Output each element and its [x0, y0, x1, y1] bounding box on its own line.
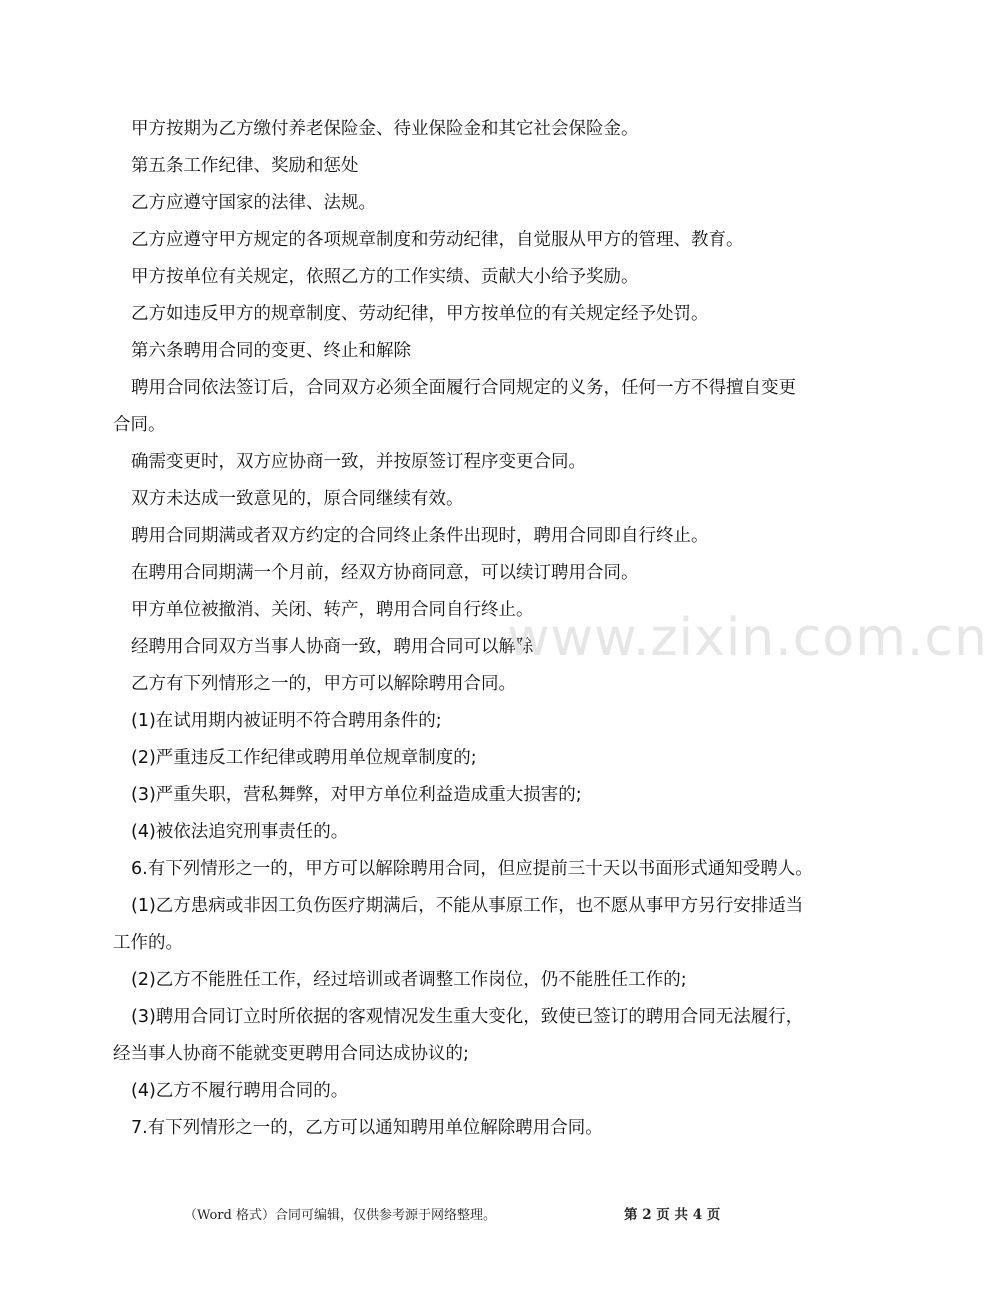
paragraph: 甲方按单位有关规定，依照乙方的工作实绩、贡献大小给予奖励。: [131, 267, 639, 287]
list-item: (3)聘用合同订立时所依据的客观情况发生重大变化，致使已签订的聘用合同无法履行，经当事人协商不能就变更聘用合同达成协议的;: [113, 1007, 804, 1064]
paragraph: 双方未达成一致意见的，原合同继续有效。: [131, 489, 464, 509]
footer-note: （Word 格式）合同可编辑，仅供参考源于网络整理。: [184, 1208, 496, 1223]
paragraph: 聘用合同依法签订后，合同双方必须全面履行合同规定的义务，任何一方不得擅自变更合同。: [113, 378, 796, 435]
watermark: www.zixin.com.cn: [507, 608, 988, 668]
paragraph: 乙方有下列情形之一的，甲方可以解除聘用合同。: [131, 674, 516, 694]
list-item: (1)在试用期内被证明不符合聘用条件的;: [131, 711, 442, 731]
paragraph: 乙方应遵守国家的法律、法规。: [131, 193, 376, 213]
paragraph: 确需变更时，双方应协商一致，并按原签订程序变更合同。: [131, 452, 586, 472]
section-heading: 第六条聘用合同的变更、终止和解除: [131, 341, 411, 361]
list-item: (4)乙方不履行聘用合同的。: [131, 1081, 349, 1101]
paragraph: 乙方应遵守甲方规定的各项规章制度和劳动纪律，自觉服从甲方的管理、教育。: [131, 230, 744, 250]
list-item: (2)乙方不能胜任工作，经过培训或者调整工作岗位，仍不能胜任工作的;: [131, 970, 687, 990]
list-item: (1)乙方患病或非因工负伤医疗期满后，不能从事原工作，也不愿从事甲方另行安排适当工作的。: [113, 896, 804, 953]
paragraph: 聘用合同期满或者双方约定的合同终止条件出现时，聘用合同即自行终止。: [131, 526, 709, 546]
paragraph: 甲方按期为乙方缴付养老保险金、待业保险金和其它社会保险金。: [131, 119, 639, 139]
paragraph: 6.有下列情形之一的，甲方可以解除聘用合同，但应提前三十天以书面形式通知受聘人。: [131, 859, 813, 879]
paragraph: 乙方如违反甲方的规章制度、劳动纪律，甲方按单位的有关规定经予处罚。: [131, 304, 709, 324]
paragraph: 经聘用合同双方当事人协商一致，聘用合同可以解除。: [131, 637, 551, 657]
list-item: (2)严重违反工作纪律或聘用单位规章制度的;: [131, 748, 477, 768]
list-item: (4)被依法追究刑事责任的。: [131, 822, 349, 842]
list-item: (3)严重失职，营私舞弊，对甲方单位利益造成重大损害的;: [131, 785, 582, 805]
paragraph: 在聘用合同期满一个月前，经双方协商同意，可以续订聘用合同。: [131, 563, 639, 583]
section-heading: 第五条工作纪律、奖励和惩处: [131, 156, 359, 176]
page-number: 第 2 页 共 4 页: [624, 1207, 721, 1223]
paragraph: 7.有下列情形之一的，乙方可以通知聘用单位解除聘用合同。: [131, 1118, 603, 1138]
paragraph: 甲方单位被撤消、关闭、转产，聘用合同自行终止。: [131, 600, 534, 620]
document-body: [113, 111, 813, 1147]
